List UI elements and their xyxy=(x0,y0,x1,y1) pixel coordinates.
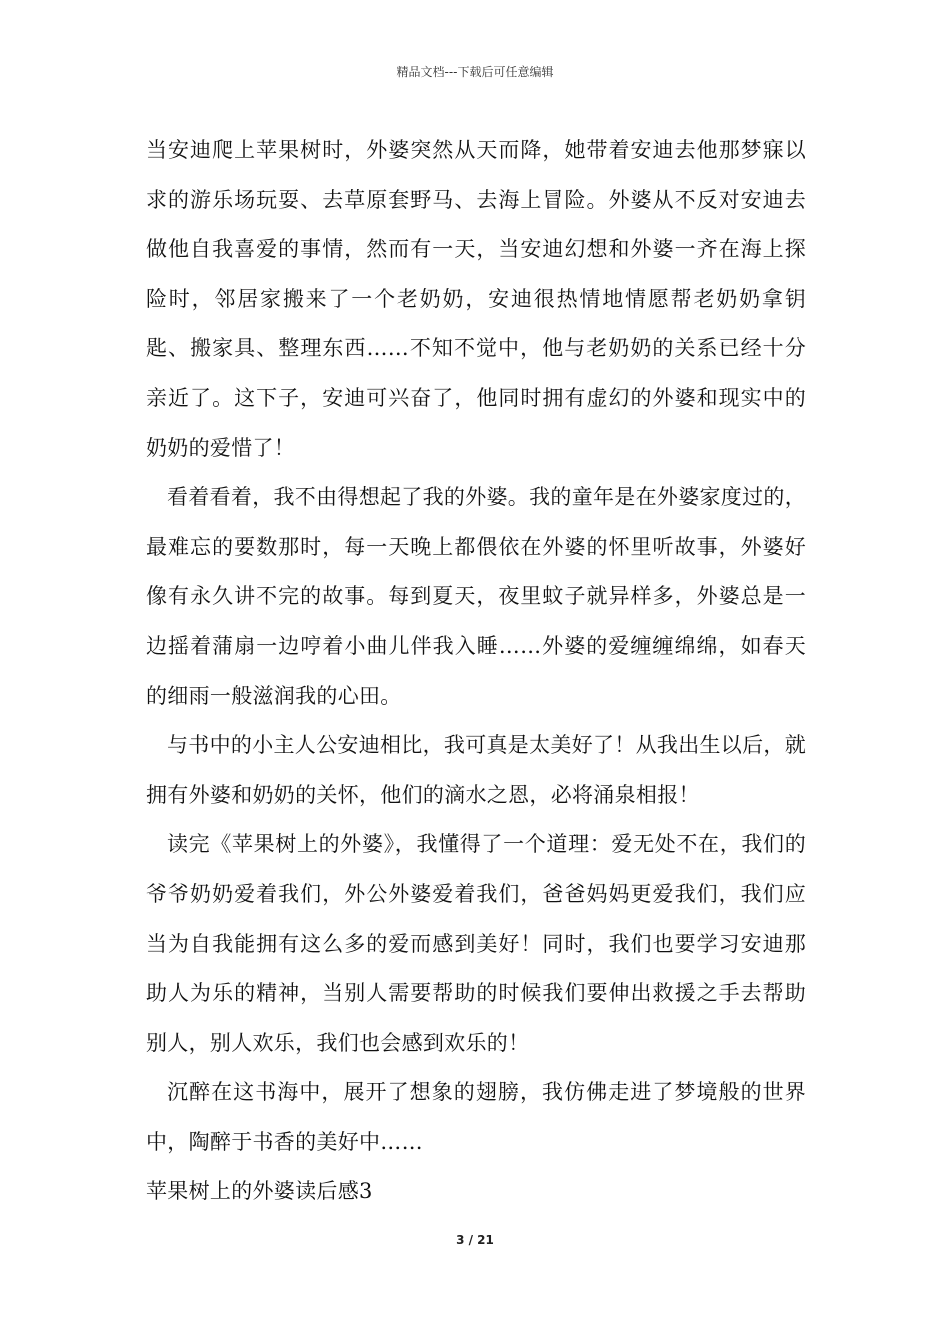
paragraph-4: 读完《苹果树上的外婆》，我懂得了一个道理：爱无处不在，我们的爷爷奶奶爱着我们，外公外婆爱着我们，爸爸妈妈更爱我们，我们应当为自我能拥有这么多的爱而感到美好！同时，我们也要学习安迪那助人为乐的精神，当别人需要帮助的时候我们要伸出救援之手去帮助别人，别人欢乐，我们也会感到欢乐的！ xyxy=(146,832,806,1055)
paragraph-1: 当安迪爬上苹果树时，外婆突然从天而降，她带着安迪去他那梦寐以求的游乐场玩耍、去草原套野马、去海上冒险。外婆从不反对安迪去做他自我喜爱的事情，然而有一天，当安迪幻想和外婆一齐在海上探险时，邻居家搬来了一个老奶奶，安迪很热情地情愿帮老奶奶拿钥匙、搬家具、整理东西……不知不觉中，他与老奶奶的关系已经十分亲近了。这下子，安迪可兴奋了，他同时拥有虚幻的外婆和现实中的奶奶的爱惜了！ xyxy=(146,138,806,460)
page-header: 精品文档---下载后可任意编辑 xyxy=(396,65,554,79)
page-number: 3 / 21 xyxy=(456,1233,494,1247)
document-body xyxy=(146,126,806,1217)
paragraph-2: 看着看着，我不由得想起了我的外婆。我的童年是在外婆家度过的，最难忘的要数那时，每一天晚上都偎依在外婆的怀里听故事，外婆好像有永久讲不完的故事。每到夏天，夜里蚊子就异样多，外婆总是一边摇着蒲扇一边哼着小曲儿伴我入睡……外婆的爱缠缠绵绵，如春天的细雨一般滋润我的心田。 xyxy=(146,485,806,708)
paragraph-5: 沉醉在这书海中，展开了想象的翅膀，我仿佛走进了梦境般的世界中，陶醉于书香的美好中…… xyxy=(146,1080,806,1154)
paragraph-3: 与书中的小主人公安迪相比，我可真是太美好了！从我出生以后，就拥有外婆和奶奶的关怀，他们的滴水之恩，必将涌泉相报！ xyxy=(146,733,806,807)
section-title: 苹果树上的外婆读后感3 xyxy=(146,1179,373,1204)
